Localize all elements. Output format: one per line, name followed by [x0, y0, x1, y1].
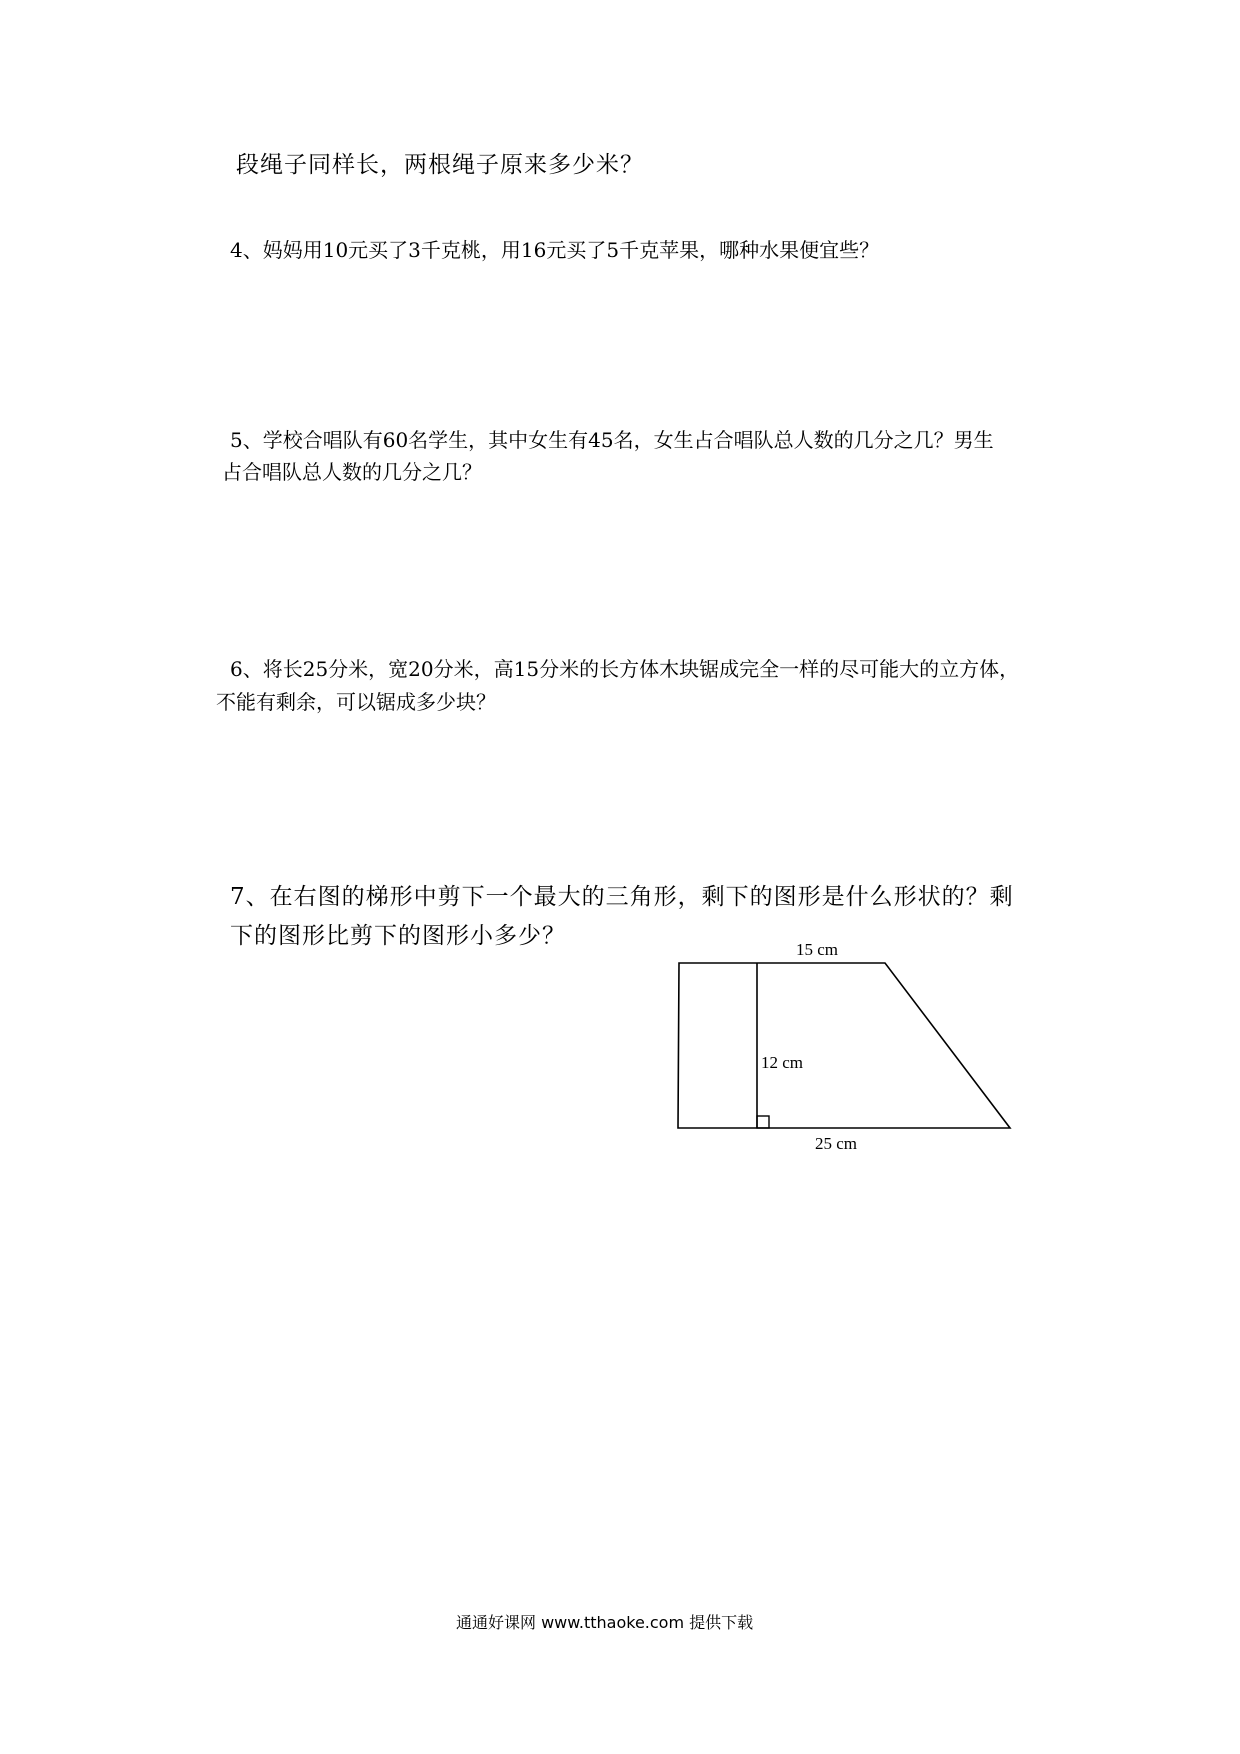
trapezoid-shape — [678, 963, 1010, 1128]
height-label: 12 cm — [761, 1053, 804, 1072]
question-7-line-2: 下的图形比剪下的图形小多少？ — [230, 923, 566, 949]
question-4: 4、妈妈用10元买了3千克桃，用16元买了5千克苹果，哪种水果便宜些？ — [230, 238, 880, 262]
q3-continuation: 段绳子同样长，两根绳子原来多少米？ — [236, 152, 644, 178]
question-6-line-1: 6、将长25分米，宽20分米，高15分米的长方体木块锯成完全一样的尽可能大的立方体， — [230, 657, 1020, 681]
question-5-line-2: 占合唱队总人数的几分之几？ — [222, 460, 482, 484]
question-7-line-1: 7、在右图的梯形中剪下一个最大的三角形，剩下的图形是什么形状的？剩 — [230, 884, 1014, 910]
right-angle-marker — [757, 1116, 769, 1128]
question-5-line-1: 5、学校合唱队有60名学生，其中女生有45名，女生占合唱队总人数的几分之几？男生 — [230, 428, 994, 452]
footer-text: 通通好课网 www.tthaoke.com 提供下载 — [456, 1613, 754, 1632]
question-6-line-2: 不能有剩余，可以锯成多少块？ — [216, 690, 496, 714]
top-base-label: 15 cm — [796, 940, 839, 959]
bottom-base-label: 25 cm — [815, 1134, 858, 1153]
